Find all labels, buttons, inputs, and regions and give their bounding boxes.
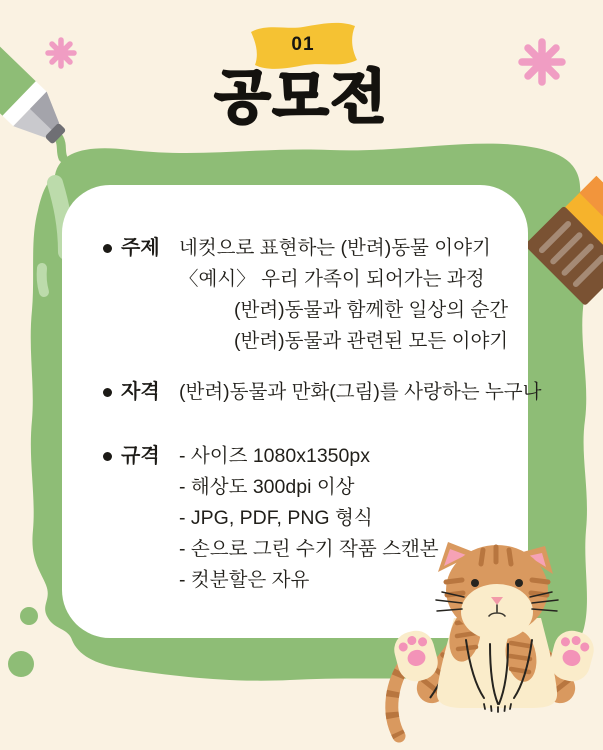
bullet-icon (103, 244, 112, 253)
topic-line: (반려)동물과 관련된 모든 이야기 (234, 330, 509, 352)
section-topic (103, 233, 514, 357)
topic-lines (179, 233, 514, 357)
qualification-label: 자격 (121, 381, 160, 403)
qualification-line: (반려)동물과 만화(그림)를 사랑하는 누구나 (179, 381, 542, 403)
specification-line: - 해상도 300dpi 이상 (179, 476, 355, 498)
qualification-lines (179, 377, 541, 408)
paint-drip-large (8, 651, 34, 677)
bullet-icon (103, 388, 112, 397)
section-number: 01 (291, 34, 315, 55)
blob-highlight-small (42, 268, 44, 292)
specification-line: - 손으로 그린 수기 작품 스캔본 (179, 538, 439, 560)
page-title: 공모전 (214, 65, 389, 130)
section-number-banner (243, 18, 363, 72)
specification-line: - JPG, PDF, PNG 형식 (179, 507, 373, 529)
section-qualification (103, 377, 542, 408)
topic-label: 주제 (121, 237, 160, 259)
sparkle-left-icon (48, 40, 74, 66)
specification-line: - 컷분할은 자유 (179, 569, 310, 591)
specification-label: 규격 (121, 445, 160, 467)
topic-line: 네컷으로 표현하는 (반려)동물 이야기 (179, 237, 491, 259)
topic-line: (반려)동물과 함께한 일상의 순간 (234, 299, 509, 321)
bullet-icon (103, 452, 112, 461)
cat-illustration (380, 520, 603, 750)
paint-drip-small (20, 607, 38, 625)
specification-line: - 사이즈 1080x1350px (179, 445, 370, 467)
topic-line: 〈예시〉 우리 가족이 되어가는 과정 (179, 268, 485, 290)
